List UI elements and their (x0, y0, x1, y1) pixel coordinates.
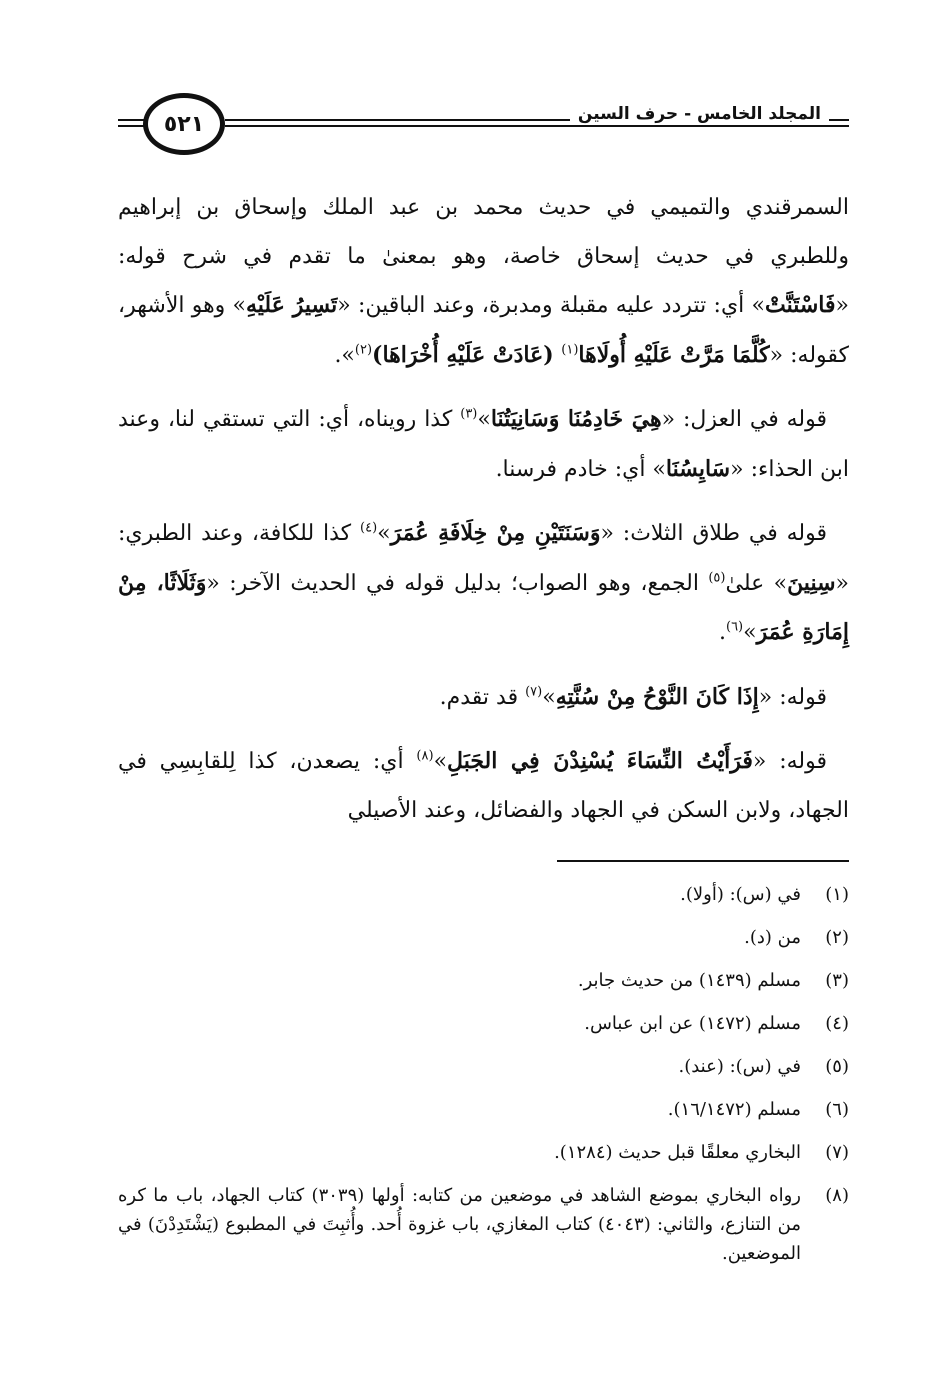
text-span: قوله: « (752, 749, 827, 774)
footnote-text: البخاري معلقًا قبل حديث (١٢٨٤). (554, 1142, 801, 1163)
footnote-text: مسلم (١٤٣٩) من حديث جابر. (577, 970, 801, 991)
quoted-phrase: سَايِسُنَا (665, 455, 731, 482)
text-span: قد تقدم. (439, 684, 526, 710)
footnote (118, 1138, 849, 1167)
text-span: ». (334, 342, 355, 368)
quoted-phrase: وَسَنَتَيْنِ مِنْ خِلَافَةِ عُمَرَ (390, 520, 601, 546)
footnote (118, 1009, 849, 1038)
quoted-phrase: هِيَ خَادِمُنَا وَسَانِيَتُنَا (490, 406, 662, 432)
footnotes (118, 880, 849, 1268)
footnote-number: (٧) (825, 1142, 849, 1163)
text-span: . (718, 620, 726, 645)
text-span: كذا للكافة، وعند الطبري: « (118, 521, 849, 596)
main-text (118, 184, 849, 850)
footnote-number: (٢) (825, 927, 849, 948)
footnote-ref: (٧) (525, 684, 543, 700)
text-span: » (542, 684, 556, 710)
page-number-badge (143, 93, 225, 155)
footnote-text: في (س): (عند). (678, 1056, 801, 1077)
text-span: » علىٰ (725, 570, 788, 596)
text-span: السمرقندي والتميمي في حديث محمد بن عبد الملك وإسحاق بن إبراهيم وللطبري في حديث إسحاق خاصة، وهو بمعنىٰ ما تقدم في شرح قوله: « (118, 195, 849, 318)
paragraph-4 (118, 673, 849, 723)
text-span: » وهو الأشهر، كقوله: « (118, 293, 849, 368)
paragraph-5 (118, 737, 849, 835)
quoted-phrase: (عَادَتْ عَلَيْهِ أُخْرَاهَا) (372, 341, 562, 368)
quoted-phrase: فَاسْتَنَّتْ (764, 292, 836, 318)
footnote-ref: (٢) (354, 342, 373, 358)
quoted-phrase: إِذَا كَانَ النَّوْحُ مِنْ سُنَّتِهِ (555, 683, 759, 710)
text-span: الجمع، وهو الصواب؛ بدليل قوله في الحديث الآخر: « (206, 570, 709, 596)
footnote (118, 966, 849, 995)
footnote-text: مسلم (١٦/١٤٧٢). (667, 1099, 801, 1120)
footnote-ref: (٣) (460, 406, 478, 422)
text-span: » (477, 407, 491, 432)
footnote (118, 880, 849, 909)
text-span: كذا رويناه، أي: التي تستقي لنا، وعند ابن الحذاء: « (118, 407, 849, 482)
footnote-number: (٨) (825, 1185, 849, 1206)
text-span: » أي: تتردد عليه مقبلة ومدبرة، وعند الباقين: « (337, 293, 765, 318)
text-span: » (377, 521, 391, 546)
paragraph-2 (118, 395, 849, 494)
text-span: قوله في العزل: « (661, 407, 827, 432)
quoted-phrase: وَثَلَاثًا، مِنْ إِمَارَةِ عُمَرَ (118, 569, 849, 645)
text-span: » (743, 620, 757, 645)
footnote-separator (557, 860, 849, 862)
text-span: » (433, 749, 448, 774)
footnote-text: في (س): (أولا). (680, 884, 801, 905)
footnote-text: مسلم (١٤٧٢) عن ابن عباس. (584, 1013, 801, 1034)
footnote-ref: (٦) (725, 619, 744, 635)
footnote-ref: (٥) (708, 570, 726, 586)
quoted-phrase: فَرَأَيْتُ النِّسَاءَ يُسْنِدْنَ فِي الجَبَلِ (447, 748, 753, 774)
footnote (118, 1052, 849, 1081)
footnote (118, 923, 849, 952)
text-span: أي: يصعدن، كذا لِلقابِسِي في الجهاد، ولابن السكن في الجهاد والفضائل، وعند الأصيلي (118, 749, 849, 823)
page-number: ٥٢١ (163, 111, 205, 137)
footnote (118, 1095, 849, 1124)
footnote-ref: (١) (561, 342, 579, 358)
footnote-number: (٦) (825, 1099, 849, 1120)
footnote-number: (١) (825, 884, 849, 905)
quoted-phrase: تَسِيرُ عَلَيْهِ (245, 292, 338, 318)
text-span: قوله في طلاق الثلاث: « (600, 521, 827, 546)
footnote-number: (٤) (825, 1013, 849, 1034)
paragraph-3 (118, 509, 849, 658)
footnote-text: رواه البخاري بموضع الشاهد في موضعين من كتابه: أولها (٣٠٣٩) كتاب الجهاد، باب ما كره من التنازع، والثاني: (٤٠٤٣) كتاب المغازي، باب غزوة أُحد. وأُثبِتَ في المطبوع (يَشْتَدِدْنَ) في الموضعين. (118, 1185, 801, 1264)
text-span: قوله: « (758, 684, 827, 710)
footnote-text: من (د). (744, 927, 801, 948)
paragraph-1 (118, 184, 849, 380)
text-span: » أي: خادم فرسنا. (495, 456, 666, 482)
quoted-phrase: كُلَّمَا مَرَّتْ عَلَيْهِ أُولَاهَا (578, 341, 770, 368)
footnote-ref: (٨) (416, 748, 434, 764)
quoted-phrase: سِنِينَ (787, 569, 836, 596)
footnote (118, 1181, 849, 1268)
footnote-number: (٣) (825, 970, 849, 991)
footnote-number: (٥) (825, 1056, 849, 1077)
header-rule-right-2 (225, 125, 849, 127)
running-header-title: المجلد الخامس - حرف السين (570, 104, 829, 124)
footnote-ref: (٤) (360, 520, 378, 536)
